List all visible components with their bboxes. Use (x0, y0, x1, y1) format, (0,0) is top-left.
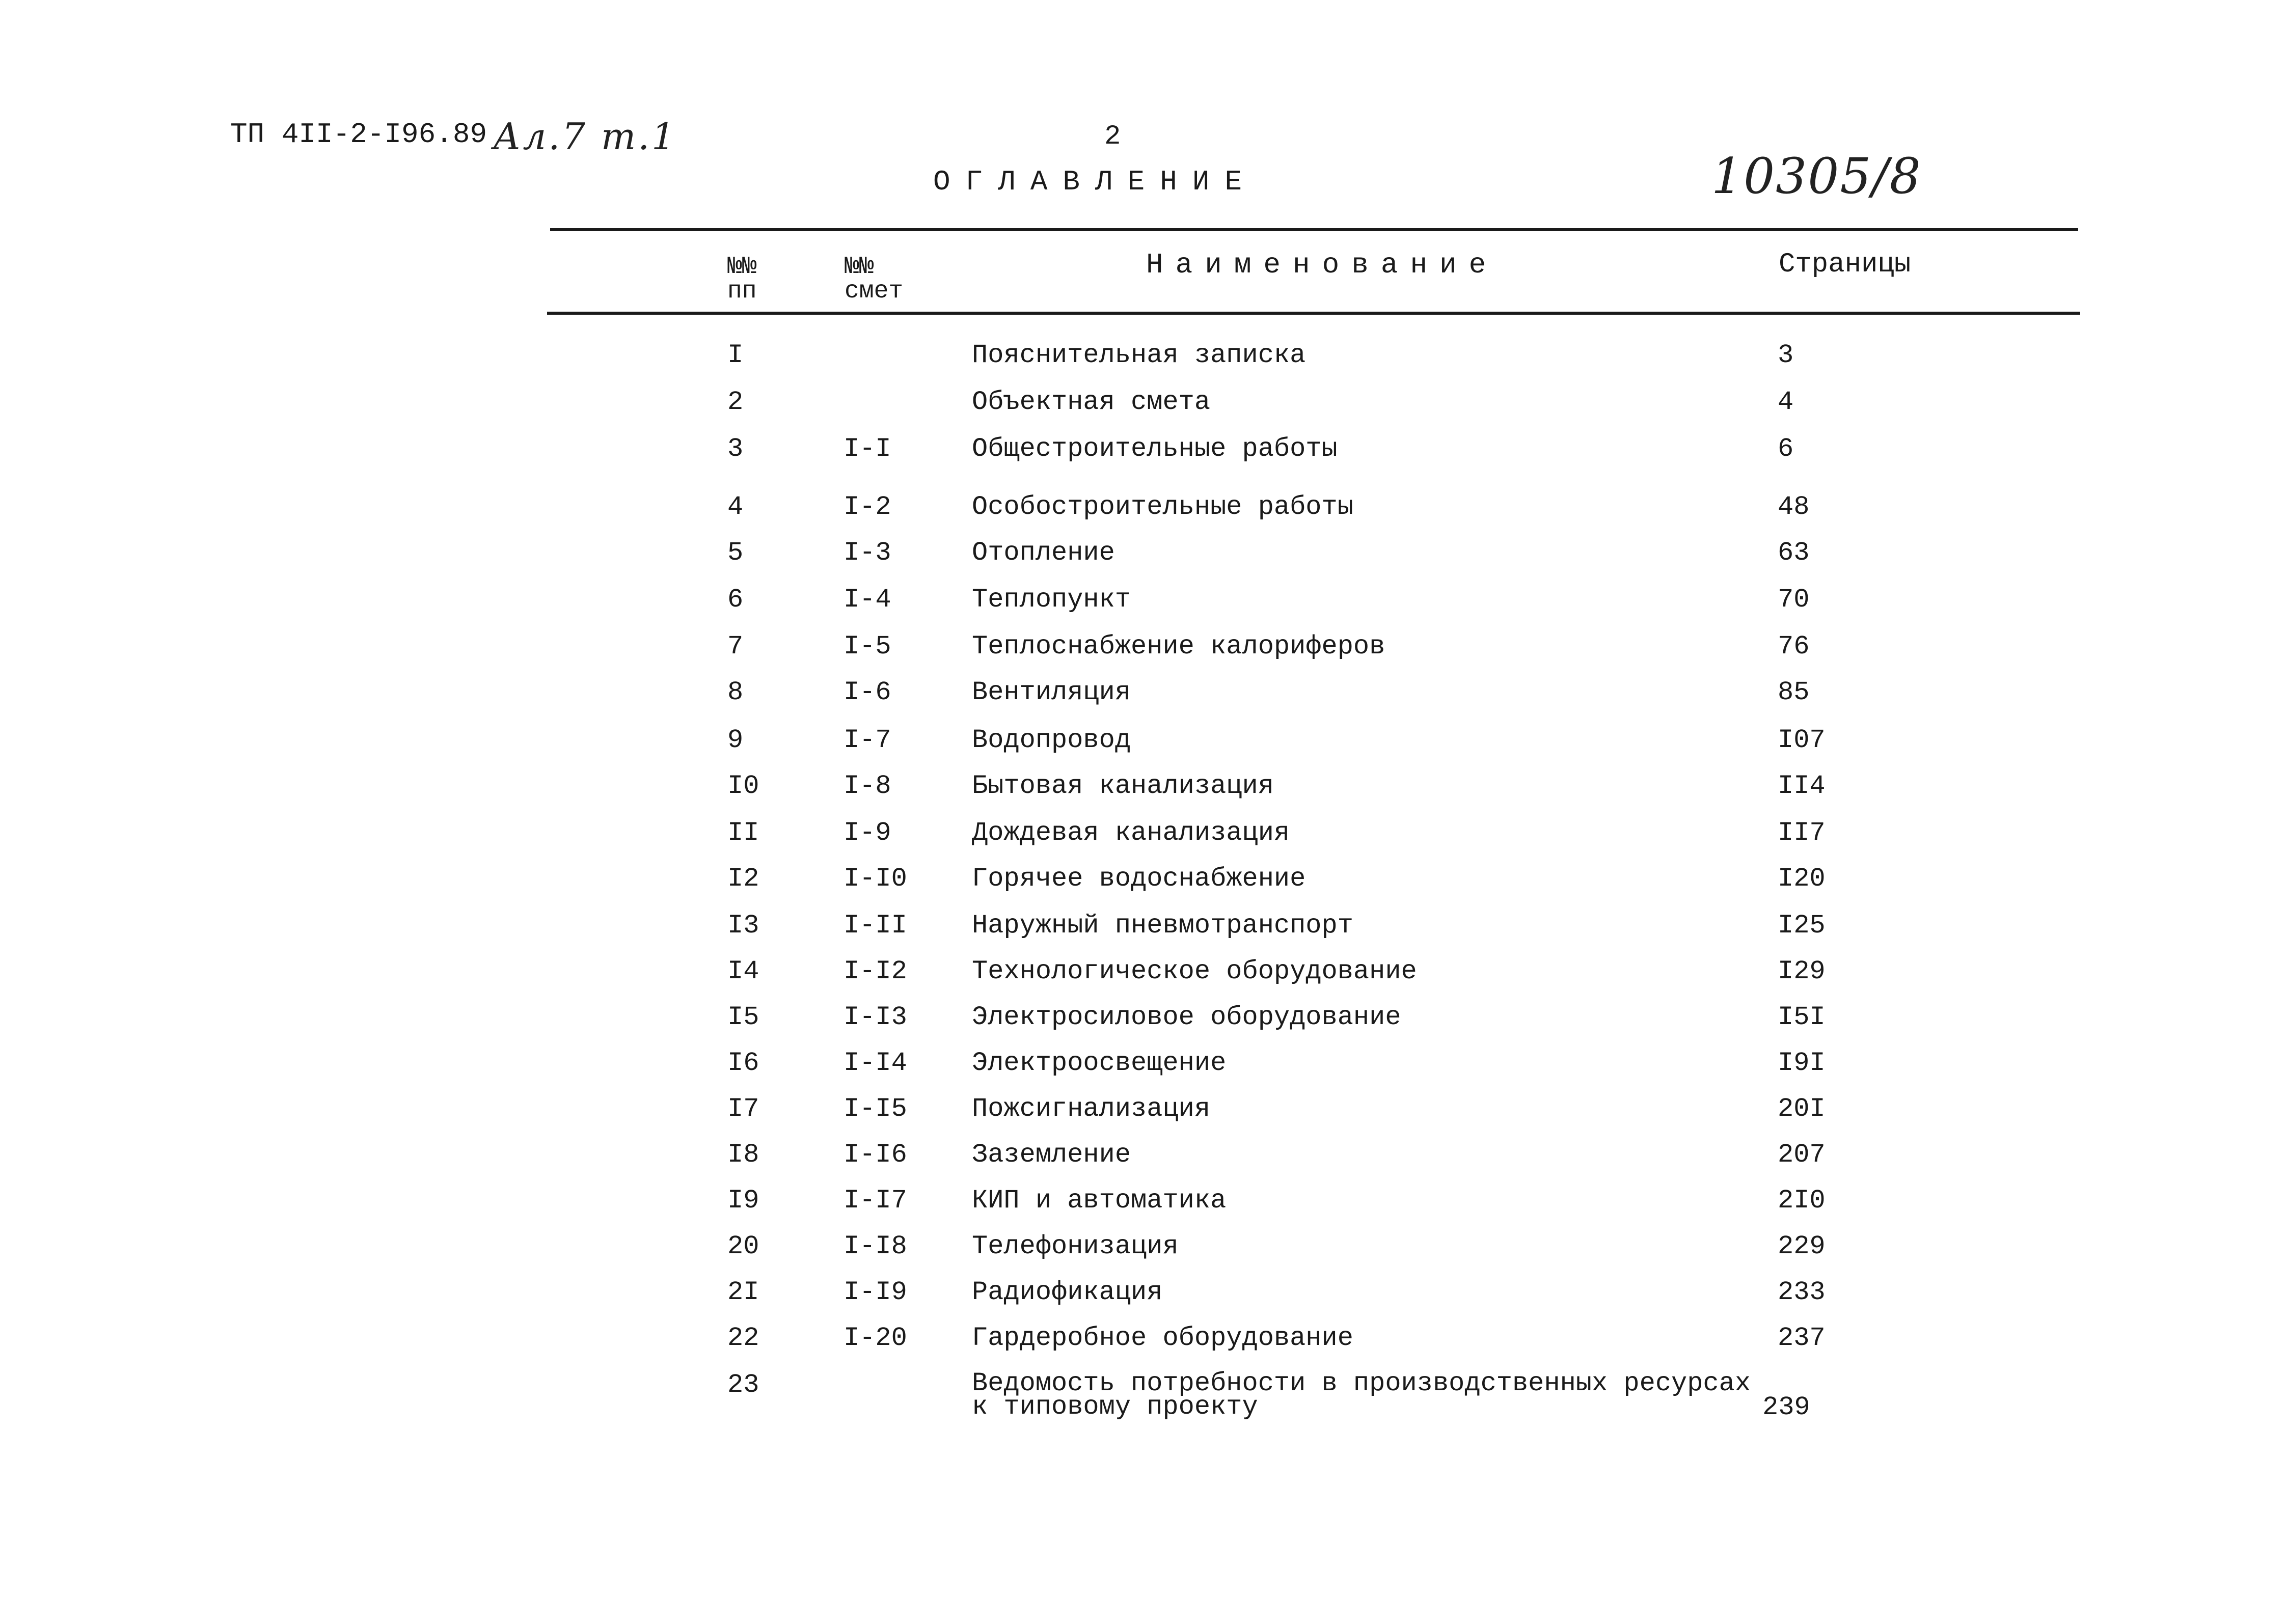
row-estimate-code: I-8 (843, 771, 891, 801)
row-number: I5 (727, 1002, 759, 1032)
row-number: I4 (727, 956, 759, 986)
row-title: Отопление (972, 538, 1115, 568)
row-title: Теплоснабжение калориферов (972, 631, 1385, 662)
row-page: 233 (1778, 1277, 1826, 1307)
table-row (0, 1188, 2286, 1233)
row-estimate-code: I-II (843, 911, 907, 941)
row-page: 4 (1778, 387, 1794, 417)
table-row (0, 494, 2286, 540)
row-estimate-code: I-I2 (843, 956, 907, 986)
row-estimate-code: I-I4 (843, 1048, 907, 1078)
row-title: Гардеробное оборудование (972, 1323, 1353, 1353)
row-page: II7 (1778, 818, 1826, 848)
table-row (0, 342, 2286, 388)
row-estimate-code: I-I (843, 434, 891, 464)
table-row (0, 773, 2286, 819)
row-page: II4 (1778, 771, 1826, 801)
row-title: КИП и автоматика (972, 1186, 1227, 1216)
row-estimate-code: I-3 (843, 538, 891, 568)
handwritten-sheet-reference: Ал.7 т.1 (493, 115, 677, 158)
table-row (0, 389, 2286, 435)
table-row (0, 866, 2286, 912)
row-page: I9I (1778, 1048, 1826, 1078)
row-estimate-code: I-4 (843, 585, 891, 615)
row-estimate-code: I-I5 (843, 1094, 907, 1124)
row-estimate-code: I-6 (843, 677, 891, 707)
row-number: 9 (727, 725, 744, 755)
row-number: I3 (727, 911, 759, 941)
table-row (0, 727, 2286, 773)
row-estimate-code: I-I7 (843, 1186, 907, 1216)
row-title: Электросиловое оборудование (972, 1002, 1401, 1032)
row-page: 48 (1778, 492, 1810, 522)
table-row (0, 1233, 2286, 1279)
table-row (0, 1325, 2286, 1371)
document-code: ТП 4II-2-I96.89 (230, 118, 487, 151)
row-page: I07 (1778, 725, 1826, 755)
table-row (0, 540, 2286, 586)
row-number: I7 (727, 1094, 759, 1124)
row-number: 22 (727, 1323, 759, 1353)
row-number: 23 (727, 1370, 759, 1400)
row-page: 2I0 (1778, 1186, 1826, 1216)
table-row (0, 1004, 2286, 1050)
row-title: Заземление (972, 1140, 1131, 1170)
table-row (0, 679, 2286, 725)
row-number: 20 (727, 1231, 759, 1261)
row-estimate-code: I-9 (843, 818, 891, 848)
row-page: 237 (1778, 1323, 1826, 1353)
row-title: Водопровод (972, 725, 1131, 755)
row-title: Горячее водоснабжение (972, 864, 1306, 894)
row-title: Бытовая канализация (972, 771, 1274, 801)
row-title: Ведомость потребности в производственных ресурсах к типовому проекту (972, 1368, 1751, 1422)
row-title: Дождевая канализация (972, 818, 1290, 848)
row-number: 3 (727, 434, 744, 464)
row-page: 70 (1778, 585, 1810, 615)
row-title: Пояснительная записка (972, 340, 1306, 370)
table-row (0, 1142, 2286, 1188)
row-number: I0 (727, 771, 759, 801)
row-page: 3 (1778, 340, 1794, 370)
page-number: 2 (1104, 121, 1121, 152)
row-number: I6 (727, 1048, 759, 1078)
row-page: 207 (1778, 1140, 1826, 1170)
row-estimate-code: I-5 (843, 631, 891, 662)
table-row (0, 436, 2286, 482)
table-row (0, 1279, 2286, 1325)
row-estimate-code: I-20 (843, 1323, 907, 1353)
table-row (0, 1368, 2286, 1443)
row-title: Телефонизация (972, 1231, 1179, 1261)
table-row (0, 820, 2286, 866)
row-page: 85 (1778, 677, 1810, 707)
row-estimate-code: I-I6 (843, 1140, 907, 1170)
row-title: Пожсигнализация (972, 1094, 1211, 1124)
row-page: 239 (1762, 1392, 1810, 1422)
row-estimate-code: I-2 (843, 492, 891, 522)
row-number: I (727, 340, 744, 370)
row-estimate-code: I-I0 (843, 864, 907, 894)
row-estimate-code: I-I3 (843, 1002, 907, 1032)
row-number: I9 (727, 1186, 759, 1216)
row-page: I20 (1778, 864, 1826, 894)
row-number: I8 (727, 1140, 759, 1170)
row-estimate-code: I-I9 (843, 1277, 907, 1307)
row-number: II (727, 818, 759, 848)
row-title: Электроосвещение (972, 1048, 1227, 1078)
table-row (0, 1096, 2286, 1142)
table-row (0, 958, 2286, 1004)
row-page: I25 (1778, 911, 1826, 941)
column-header-name: Наименование (1146, 249, 1499, 281)
table-row (0, 587, 2286, 632)
column-header-estimate-number-bottom: смет (845, 278, 904, 305)
row-number: 7 (727, 631, 744, 662)
column-header-item-number-top: №№ (727, 253, 757, 281)
row-page: 76 (1778, 631, 1810, 662)
row-title: Особостроительные работы (972, 492, 1353, 522)
handwritten-inventory-number: 10305/8 (1711, 148, 1922, 205)
row-title: Наружный пневмотранспорт (972, 911, 1353, 941)
row-title: Радиофикация (972, 1277, 1163, 1307)
row-number: 8 (727, 677, 744, 707)
column-header-pages: Страницы (1779, 249, 1911, 280)
row-title: Объектная смета (972, 387, 1211, 417)
row-title: Общестроительные работы (972, 434, 1338, 464)
row-number: 5 (727, 538, 744, 568)
column-header-estimate-number-top: №№ (845, 253, 874, 281)
row-title: Вентиляция (972, 677, 1131, 707)
row-estimate-code: I-7 (843, 725, 891, 755)
page-title: ОГЛАВЛЕНИЕ (933, 166, 1258, 198)
row-title: Технологическое оборудование (972, 956, 1417, 986)
row-title: Теплопункт (972, 585, 1131, 615)
row-number: 2I (727, 1277, 759, 1307)
row-page: 63 (1778, 538, 1810, 568)
table-row (0, 631, 2286, 679)
row-page: 20I (1778, 1094, 1826, 1124)
row-page: I29 (1778, 956, 1826, 986)
row-page: I5I (1778, 1002, 1826, 1032)
row-page: 229 (1778, 1231, 1826, 1261)
row-number: 4 (727, 492, 744, 522)
table-row (0, 1050, 2286, 1096)
row-number: I2 (727, 864, 759, 894)
table-row (0, 913, 2286, 958)
column-header-item-number-bottom: пп (727, 278, 757, 305)
row-estimate-code: I-I8 (843, 1231, 907, 1261)
row-number: 2 (727, 387, 744, 417)
row-page: 6 (1778, 434, 1794, 464)
row-number: 6 (727, 585, 744, 615)
